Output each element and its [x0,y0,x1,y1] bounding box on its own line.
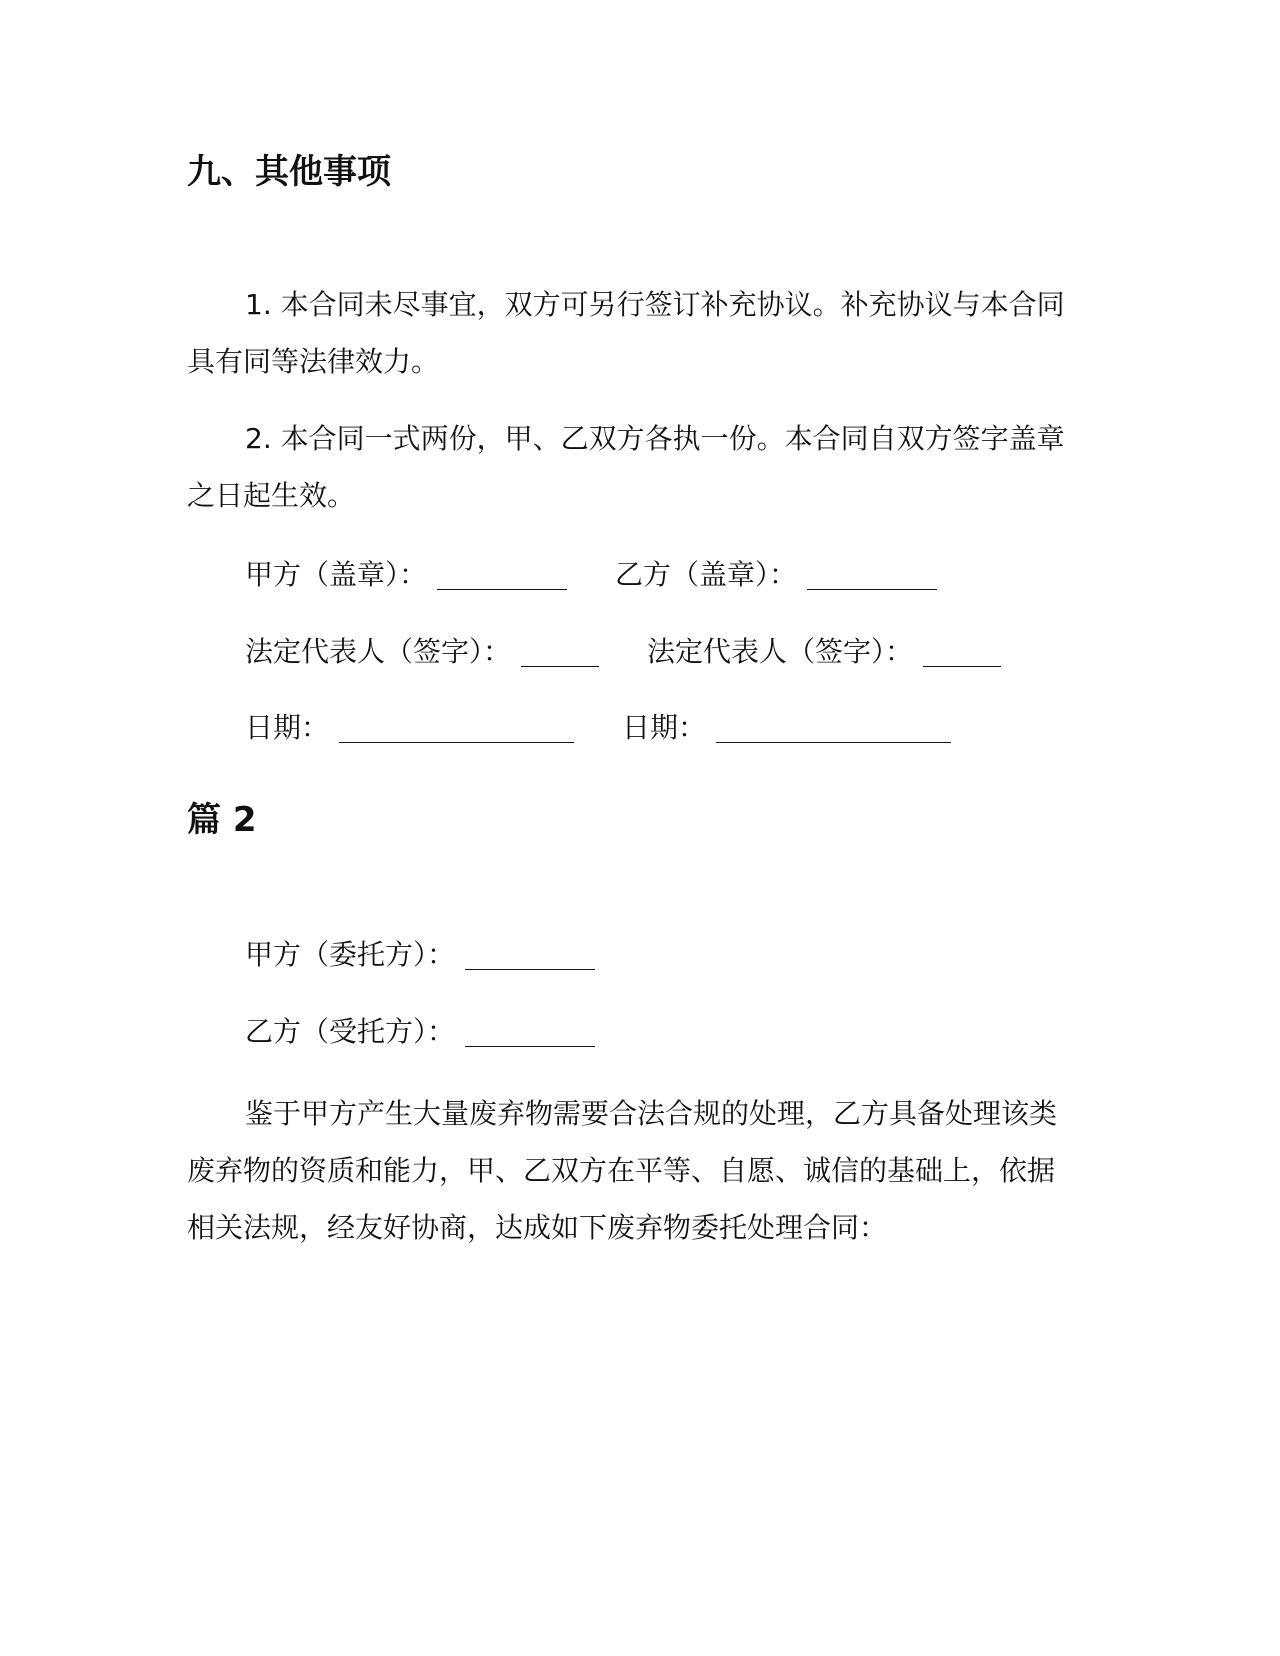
part-2-title: 篇 2 [187,800,257,840]
rep-b-label: 法定代表人（签字）： [647,635,914,668]
part2-preamble: 鉴于甲方产生大量废弃物需要合法合规的处理，乙方具备处理该类废弃物的资质和能力，甲、乙双方在平等、自愿、诚信的基础上，依据相关法规，经友好协商，达成如下废弃物委托处理合同： [187,1097,1058,1244]
party-b-seal-blank [807,559,937,590]
part2-party-a-blank [465,939,595,970]
party-b-seal-label: 乙方（盖章）： [615,558,798,591]
seal-signature-row [245,555,937,595]
rep-b-blank [923,636,1001,667]
section-9-title: 九、其他事项 [187,152,391,192]
date-signature-row [245,708,951,748]
date-a-blank [339,712,574,743]
clause-2: 2. 本合同一式两份，甲、乙双方各执一份。本合同自双方签字盖章之日起生效。 [187,422,1065,512]
part2-party-b-row [245,1012,595,1052]
rep-a-blank [521,636,599,667]
rep-a-label: 法定代表人（签字）： [245,635,512,668]
party-a-seal-label: 甲方（盖章）： [245,558,428,591]
date-b-blank [716,712,951,743]
date-b-label: 日期： [622,711,707,744]
representative-signature-row [245,632,1001,672]
part2-party-a-label: 甲方（委托方）： [245,938,456,971]
clause-1: 1. 本合同未尽事宜，双方可另行签订补充协议。补充协议与本合同具有同等法律效力。 [187,288,1065,378]
party-a-seal-blank [437,559,567,590]
date-a-label: 日期： [245,711,330,744]
part2-party-a-row [245,935,595,975]
part2-party-b-label: 乙方（受托方）： [245,1015,456,1048]
part2-party-b-blank [465,1016,595,1047]
